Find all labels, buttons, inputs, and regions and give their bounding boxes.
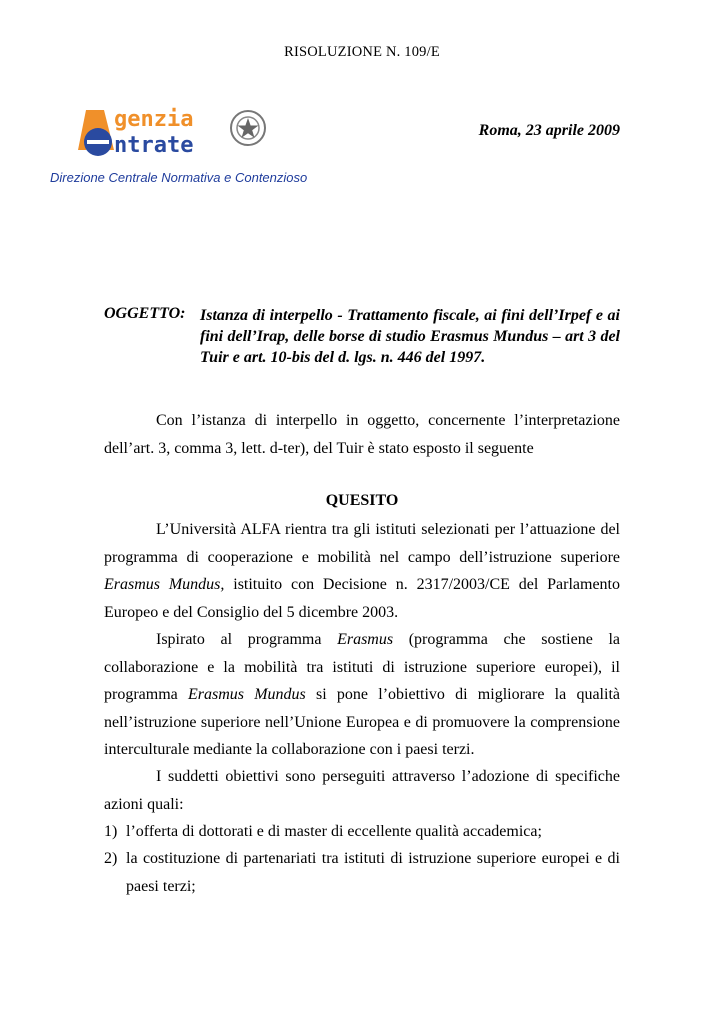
p2-text-c: si pone l’obiettivo di migliorare la qualità nell’istruzione superiore nell’Unione Europea e di promuovere la comprensione interculturale mediante la collaborazione con i paesi terzi. bbox=[104, 686, 620, 758]
p1-emphasis: Erasmus Mundus, bbox=[104, 576, 225, 593]
list-item bbox=[104, 818, 620, 846]
p2-text-b: (programma che sostiene la collaborazione e la mobilità tra istituti di istruzione superiore europei), il programma bbox=[104, 631, 621, 703]
list-item bbox=[104, 845, 620, 900]
p2-text-a: Ispirato al programma bbox=[156, 631, 338, 648]
list-item-text: la costituzione di partenariati tra istituti di istruzione superiore europei e di paesi terzi; bbox=[126, 850, 620, 895]
document-date: Roma, 23 aprile 2009 bbox=[478, 122, 620, 139]
resolution-number: RISOLUZIONE N. 109/E bbox=[284, 44, 440, 60]
p1-text-b: istituito con Decisione n. 2317/2003/CE del Parlamento Europeo e del Consiglio del 5 dicembre 2003. bbox=[104, 576, 620, 621]
quesito-heading: QUESITO bbox=[325, 492, 399, 509]
list-item-number: 1) bbox=[104, 823, 118, 840]
logo-word-entrate: ntrate bbox=[114, 133, 194, 158]
p2-emphasis-1: Erasmus bbox=[337, 631, 394, 648]
republic-emblem-icon bbox=[231, 111, 265, 145]
paragraph-universita bbox=[104, 516, 620, 626]
intro-paragraph: Con l’istanza di interpello in oggetto, concernente l’interpretazione dell’art. 3, comma 3, lett. d-ter), del Tuir è stato esposto il seguente bbox=[104, 412, 620, 457]
list-item-text: l’offerta di dottorati e di master di eccellente qualità accademica; bbox=[126, 823, 542, 840]
p2-emphasis-2: Erasmus Mundus bbox=[187, 686, 306, 703]
logo-word-agenzia: genzia bbox=[114, 107, 194, 132]
p1-text-a: L’Università ALFA rientra tra gli istituti selezionati per l’attuazione del programma di cooperazione e mobilità nel campo dell’istruzione superiore bbox=[104, 521, 620, 566]
agenzia-entrate-logo bbox=[78, 96, 268, 166]
department-name: Direzione Centrale Normativa e Contenzioso bbox=[50, 170, 308, 185]
logo-graphic bbox=[78, 96, 268, 166]
paragraph-ispirato bbox=[104, 626, 620, 764]
list-item-number: 2) bbox=[104, 850, 118, 867]
paragraph-obiettivi: I suddetti obiettivi sono perseguiti attraverso l’adozione di specifiche azioni quali: bbox=[104, 768, 620, 813]
subject-text: Istanza di interpello - Trattamento fiscale, ai fini dell’Irpef e ai fini dell’Irap, delle borse di studio Erasmus Mundus – art 3 del Tuir e art. 10-bis del d. lgs. n. 446 del 1997. bbox=[200, 307, 620, 366]
subject-label: OGGETTO: bbox=[104, 305, 186, 322]
